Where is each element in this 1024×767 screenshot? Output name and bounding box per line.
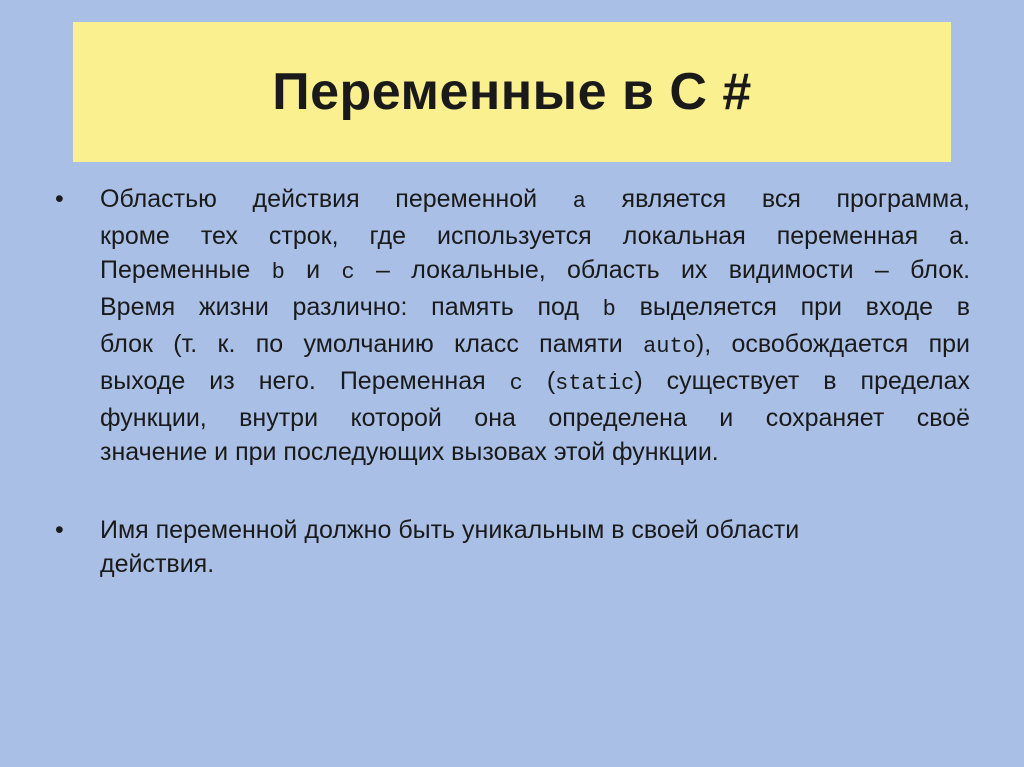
- text-run: ) существует в пределах: [634, 367, 970, 395]
- code-token: b: [271, 260, 285, 285]
- bullet-line: [100, 513, 970, 547]
- text-run: Областью действия переменной: [100, 185, 573, 213]
- bullet-line: [100, 290, 970, 327]
- bullet-line: [100, 401, 970, 435]
- bullet-line: [100, 364, 970, 401]
- code-token: c: [341, 260, 355, 285]
- code-token: b: [602, 297, 616, 322]
- code-token: a: [572, 189, 586, 214]
- title-box: [73, 22, 951, 162]
- bullet-line: [100, 219, 970, 253]
- text-run: (: [522, 367, 556, 395]
- slide-title: Переменные в С #: [272, 63, 752, 121]
- bullet-marker: •: [55, 516, 64, 544]
- text-run: Имя переменной должно быть уникальным в своей области: [100, 516, 800, 544]
- bullet-item-uniqueness: [55, 513, 970, 581]
- text-run: выходе из него. Переменная: [100, 367, 510, 395]
- text-run: является вся программа,: [585, 185, 970, 213]
- text-run: функции, внутри которой она определена и сохраняет своё: [100, 404, 970, 432]
- text-run: блок (т. к. по умолчанию класс памяти: [100, 330, 644, 358]
- bullet-line: [100, 182, 970, 219]
- text-run: значение и при последующих вызовах этой функции.: [100, 438, 719, 466]
- text-run: и: [284, 256, 342, 284]
- code-token: auto: [643, 334, 696, 359]
- text-run: действия.: [100, 550, 215, 578]
- code-token: static: [555, 371, 635, 396]
- bullet-line: [100, 547, 970, 581]
- bullet-line: [100, 327, 970, 364]
- text-run: кроме тех строк, где используется локальная переменная а.: [100, 222, 970, 250]
- text-run: выделяется при входе в: [615, 293, 971, 321]
- text-run: ), освобождается при: [695, 330, 970, 358]
- bullet-marker: •: [55, 185, 64, 213]
- bullet-line: [100, 435, 970, 469]
- slide-content: [55, 182, 970, 581]
- bullet-item-scope: [55, 182, 970, 469]
- code-token: c: [509, 371, 523, 396]
- bullet-line: [100, 253, 970, 290]
- text-run: Переменные: [100, 256, 272, 284]
- text-run: – локальные, область их видимости – блок.: [354, 256, 971, 284]
- text-run: Время жизни различно: память под: [100, 293, 603, 321]
